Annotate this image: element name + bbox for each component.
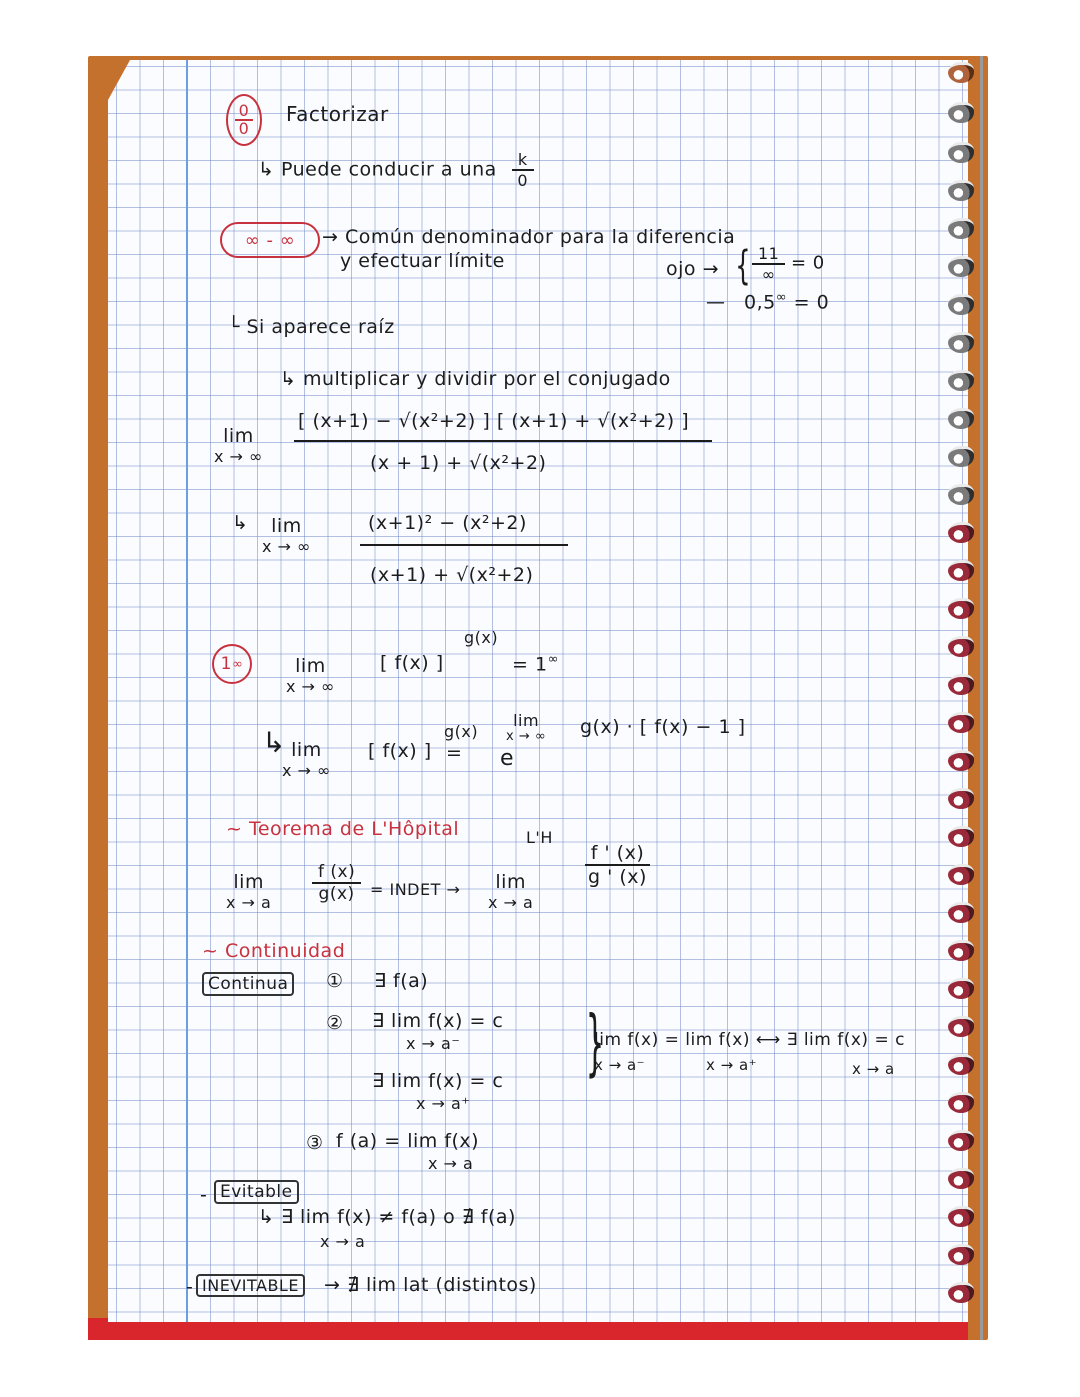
expr1-fraction-bar: [294, 440, 712, 442]
limit-operator: [214, 426, 263, 466]
spiral-ring: [948, 788, 974, 809]
root-note: └ Si aparece raíz: [228, 316, 395, 338]
continua-label: Continua: [202, 972, 294, 996]
one-pow-inf-badge: [212, 644, 252, 684]
spiral-ring: [948, 750, 974, 771]
condition-1: ∃ f(a): [374, 970, 429, 992]
fprime-over-gprime-fraction: [582, 842, 653, 888]
spiral-ring: [948, 674, 974, 695]
limit-operator: [488, 872, 533, 912]
spiral-ring: [948, 522, 974, 543]
fraction-denominator: g(x): [318, 884, 355, 904]
spiral-ring: [948, 902, 974, 923]
formula-exponent-body: g(x) · [ f(x) − 1 ]: [580, 716, 746, 738]
spiral-ring: [948, 1130, 974, 1151]
condition-2b: ∃ lim f(x) = c: [372, 1070, 504, 1092]
spiral-ring: [948, 1016, 974, 1037]
lim-subscript: x → a: [226, 892, 272, 912]
evitable-rule: ↳ ∃ lim f(x) ≠ f(a) o ∄ f(a): [258, 1206, 516, 1228]
common-denominator-line1: → Común denominador para la diferencia: [322, 226, 736, 248]
spiral-ring: [948, 332, 974, 353]
one-pow-inf-limit: [286, 656, 335, 696]
spiral-ring: [948, 1282, 974, 1303]
spiral-ring: [948, 484, 974, 505]
k-over-0-fraction: [511, 150, 534, 190]
spiral-binding: [940, 56, 1000, 1340]
formula-lhs: [ f(x) ]: [368, 740, 432, 762]
lim-subscript: x → a: [488, 892, 534, 912]
evitable-subscript: x → a: [320, 1232, 366, 1251]
lim-label: lim: [513, 711, 540, 730]
spiral-ring: [948, 636, 974, 657]
lim-label: lim: [495, 871, 526, 893]
one-pow-inf-equals: [512, 652, 559, 675]
condition-1-number: ①: [326, 970, 344, 992]
f-over-g-fraction: [312, 862, 361, 904]
expr2-numerator: (x+1)² − (x²+2): [368, 512, 527, 534]
ojo-brace: {: [735, 243, 751, 289]
spiral-ring: [948, 598, 974, 619]
formula-arrow: ↳: [262, 726, 286, 759]
spiral-spine: [980, 56, 983, 1340]
spiral-ring: [948, 1168, 974, 1189]
note-text: ↳ Puede conducir a una: [258, 158, 497, 181]
spiral-ring: [948, 446, 974, 467]
badge-exponent: ∞: [231, 656, 244, 672]
formula-exponent-limit: [506, 712, 546, 745]
continuity-heading: ~ Continuidad: [202, 940, 346, 962]
ojo-item-1-result: = 0: [790, 252, 825, 274]
ojo-item-1: [752, 244, 825, 284]
lhopital-label: L'H: [526, 828, 553, 847]
lateral-limits-equivalence: lim f(x) = lim f(x) ⟷ ∃ lim f(x) = c: [594, 1030, 905, 1050]
expr2-fraction-bar: [360, 544, 568, 546]
one-pow-inf-expression: [380, 652, 444, 674]
lim-subscript: x → ∞: [282, 760, 331, 780]
ojo-label: ojo →: [666, 258, 719, 280]
formula-e-base: e: [500, 746, 515, 771]
equals-one: = 1: [512, 653, 548, 676]
spiral-ring: [948, 826, 974, 847]
expr1-numerator: [ (x+1) − √(x²+2) ] [ (x+1) + √(x²+2) ]: [298, 410, 690, 432]
lhopital-limit: [226, 872, 271, 912]
common-denominator-line2: y efectuar límite: [340, 250, 505, 272]
spiral-ring: [948, 102, 974, 123]
spiral-ring: [948, 1092, 974, 1113]
lhopital-rhs-fraction: [582, 842, 653, 888]
condition-2-brace: }: [585, 1000, 605, 1084]
factorizar-title: Factorizar: [286, 102, 389, 126]
lim-label: lim: [223, 425, 254, 447]
lim-subscript: x → ∞: [214, 446, 263, 466]
evitable-dash: -: [200, 1184, 208, 1206]
limit-operator: [286, 656, 335, 696]
formula-lhs-exponent: g(x): [444, 722, 479, 741]
expr2-denominator: (x+1) + √(x²+2): [370, 564, 534, 586]
brace-subscript-3: x → a: [852, 1060, 895, 1078]
evitable-label: Evitable: [214, 1180, 299, 1204]
conjugate-note: ↳ multiplicar y dividir por el conjugado: [280, 368, 671, 390]
spiral-ring: [948, 408, 974, 429]
inevitable-label: INEVITABLE: [196, 1274, 305, 1297]
lhopital-lhs-fraction: [312, 862, 361, 904]
inf-minus-inf-badge: ∞ - ∞: [220, 222, 320, 258]
lim-subscript: x → ∞: [262, 536, 311, 556]
bracket-f-of-x: [ f(x) ]: [380, 652, 444, 674]
spiral-ring: [948, 864, 974, 885]
spiral-ring: [948, 62, 974, 83]
condition-2a-subscript: x → a⁻: [406, 1034, 461, 1053]
expr2-limit: [262, 516, 311, 556]
condition-2a: ∃ lim f(x) = c: [372, 1010, 504, 1032]
indeterminate-0-0-badge: [226, 94, 262, 146]
fraction-denominator: ∞: [761, 265, 776, 284]
limit-operator: [282, 740, 331, 780]
lim-label: lim: [271, 515, 302, 537]
spiral-ring: [948, 256, 974, 277]
fraction-numerator: 11: [752, 244, 785, 265]
eleven-over-inf-fraction: [752, 244, 785, 284]
spiral-ring: [948, 560, 974, 581]
lim-subscript: x → ∞: [286, 676, 335, 696]
limit-operator: [506, 712, 546, 745]
lim-label: lim: [295, 655, 326, 677]
formula-limit: [282, 740, 331, 780]
lim-label: lim: [291, 739, 322, 761]
brace-subscript-1: x → a⁻: [594, 1056, 646, 1074]
fraction-numerator: k: [512, 150, 534, 171]
spiral-ring: [948, 1054, 974, 1075]
spiral-ring: [948, 1206, 974, 1227]
lhopital-heading: ~ Teorema de L'Hôpital: [226, 818, 460, 840]
ojo-item-2-base: 0,5: [744, 291, 776, 314]
brace-subscript-2: x → a⁺: [706, 1056, 758, 1074]
condition-2-number: ②: [326, 1012, 344, 1034]
spiral-ring: [948, 1244, 974, 1265]
inevitable-rule: → ∄ lim lat (distintos): [324, 1274, 537, 1296]
ojo-item-2-exponent: ∞: [775, 290, 788, 305]
condition-3: f (a) = lim f(x): [336, 1130, 480, 1152]
margin-line: [186, 60, 188, 1322]
lim-label: lim: [233, 871, 264, 893]
condition-2b-subscript: x → a⁺: [416, 1094, 471, 1113]
spiral-ring: [948, 978, 974, 999]
lhopital-rhs-limit: [488, 872, 533, 912]
limit-operator: [262, 516, 311, 556]
spiral-ring: [948, 712, 974, 733]
limit-operator: [226, 872, 271, 912]
spiral-ring: [948, 940, 974, 961]
condition-3-subscript: x → a: [428, 1154, 474, 1173]
expr1-denominator: (x + 1) + √(x²+2): [370, 452, 547, 474]
lim-subscript: x → ∞: [506, 729, 547, 745]
formula-equals: =: [446, 742, 463, 764]
ojo-item-2: — 0,5∞ = 0: [706, 290, 830, 314]
badge-denominator: 0: [238, 119, 250, 138]
badge-numerator: 0: [235, 103, 254, 121]
spiral-ring: [948, 218, 974, 239]
expr2-arrow: ↳: [232, 512, 249, 534]
spiral-ring: [948, 294, 974, 315]
equals-exponent: ∞: [547, 652, 559, 667]
fraction-numerator: f ' (x): [585, 842, 651, 866]
inevitable-dash: -: [186, 1276, 194, 1298]
ojo-item-2-result: = 0: [793, 291, 830, 314]
badge-base: 1: [220, 654, 232, 674]
fraction-denominator: 0: [517, 171, 529, 190]
one-pow-inf-exponent: g(x): [464, 628, 499, 647]
factorizar-note: [258, 150, 534, 190]
fraction-numerator: f (x): [312, 862, 361, 884]
spiral-ring: [948, 180, 974, 201]
lhopital-indet: = INDET →: [370, 880, 461, 899]
condition-3-number: ③: [306, 1132, 324, 1154]
spiral-ring: [948, 142, 974, 163]
fraction-denominator: g ' (x): [588, 866, 647, 888]
spiral-ring: [948, 370, 974, 391]
expr1-limit: [214, 426, 263, 466]
